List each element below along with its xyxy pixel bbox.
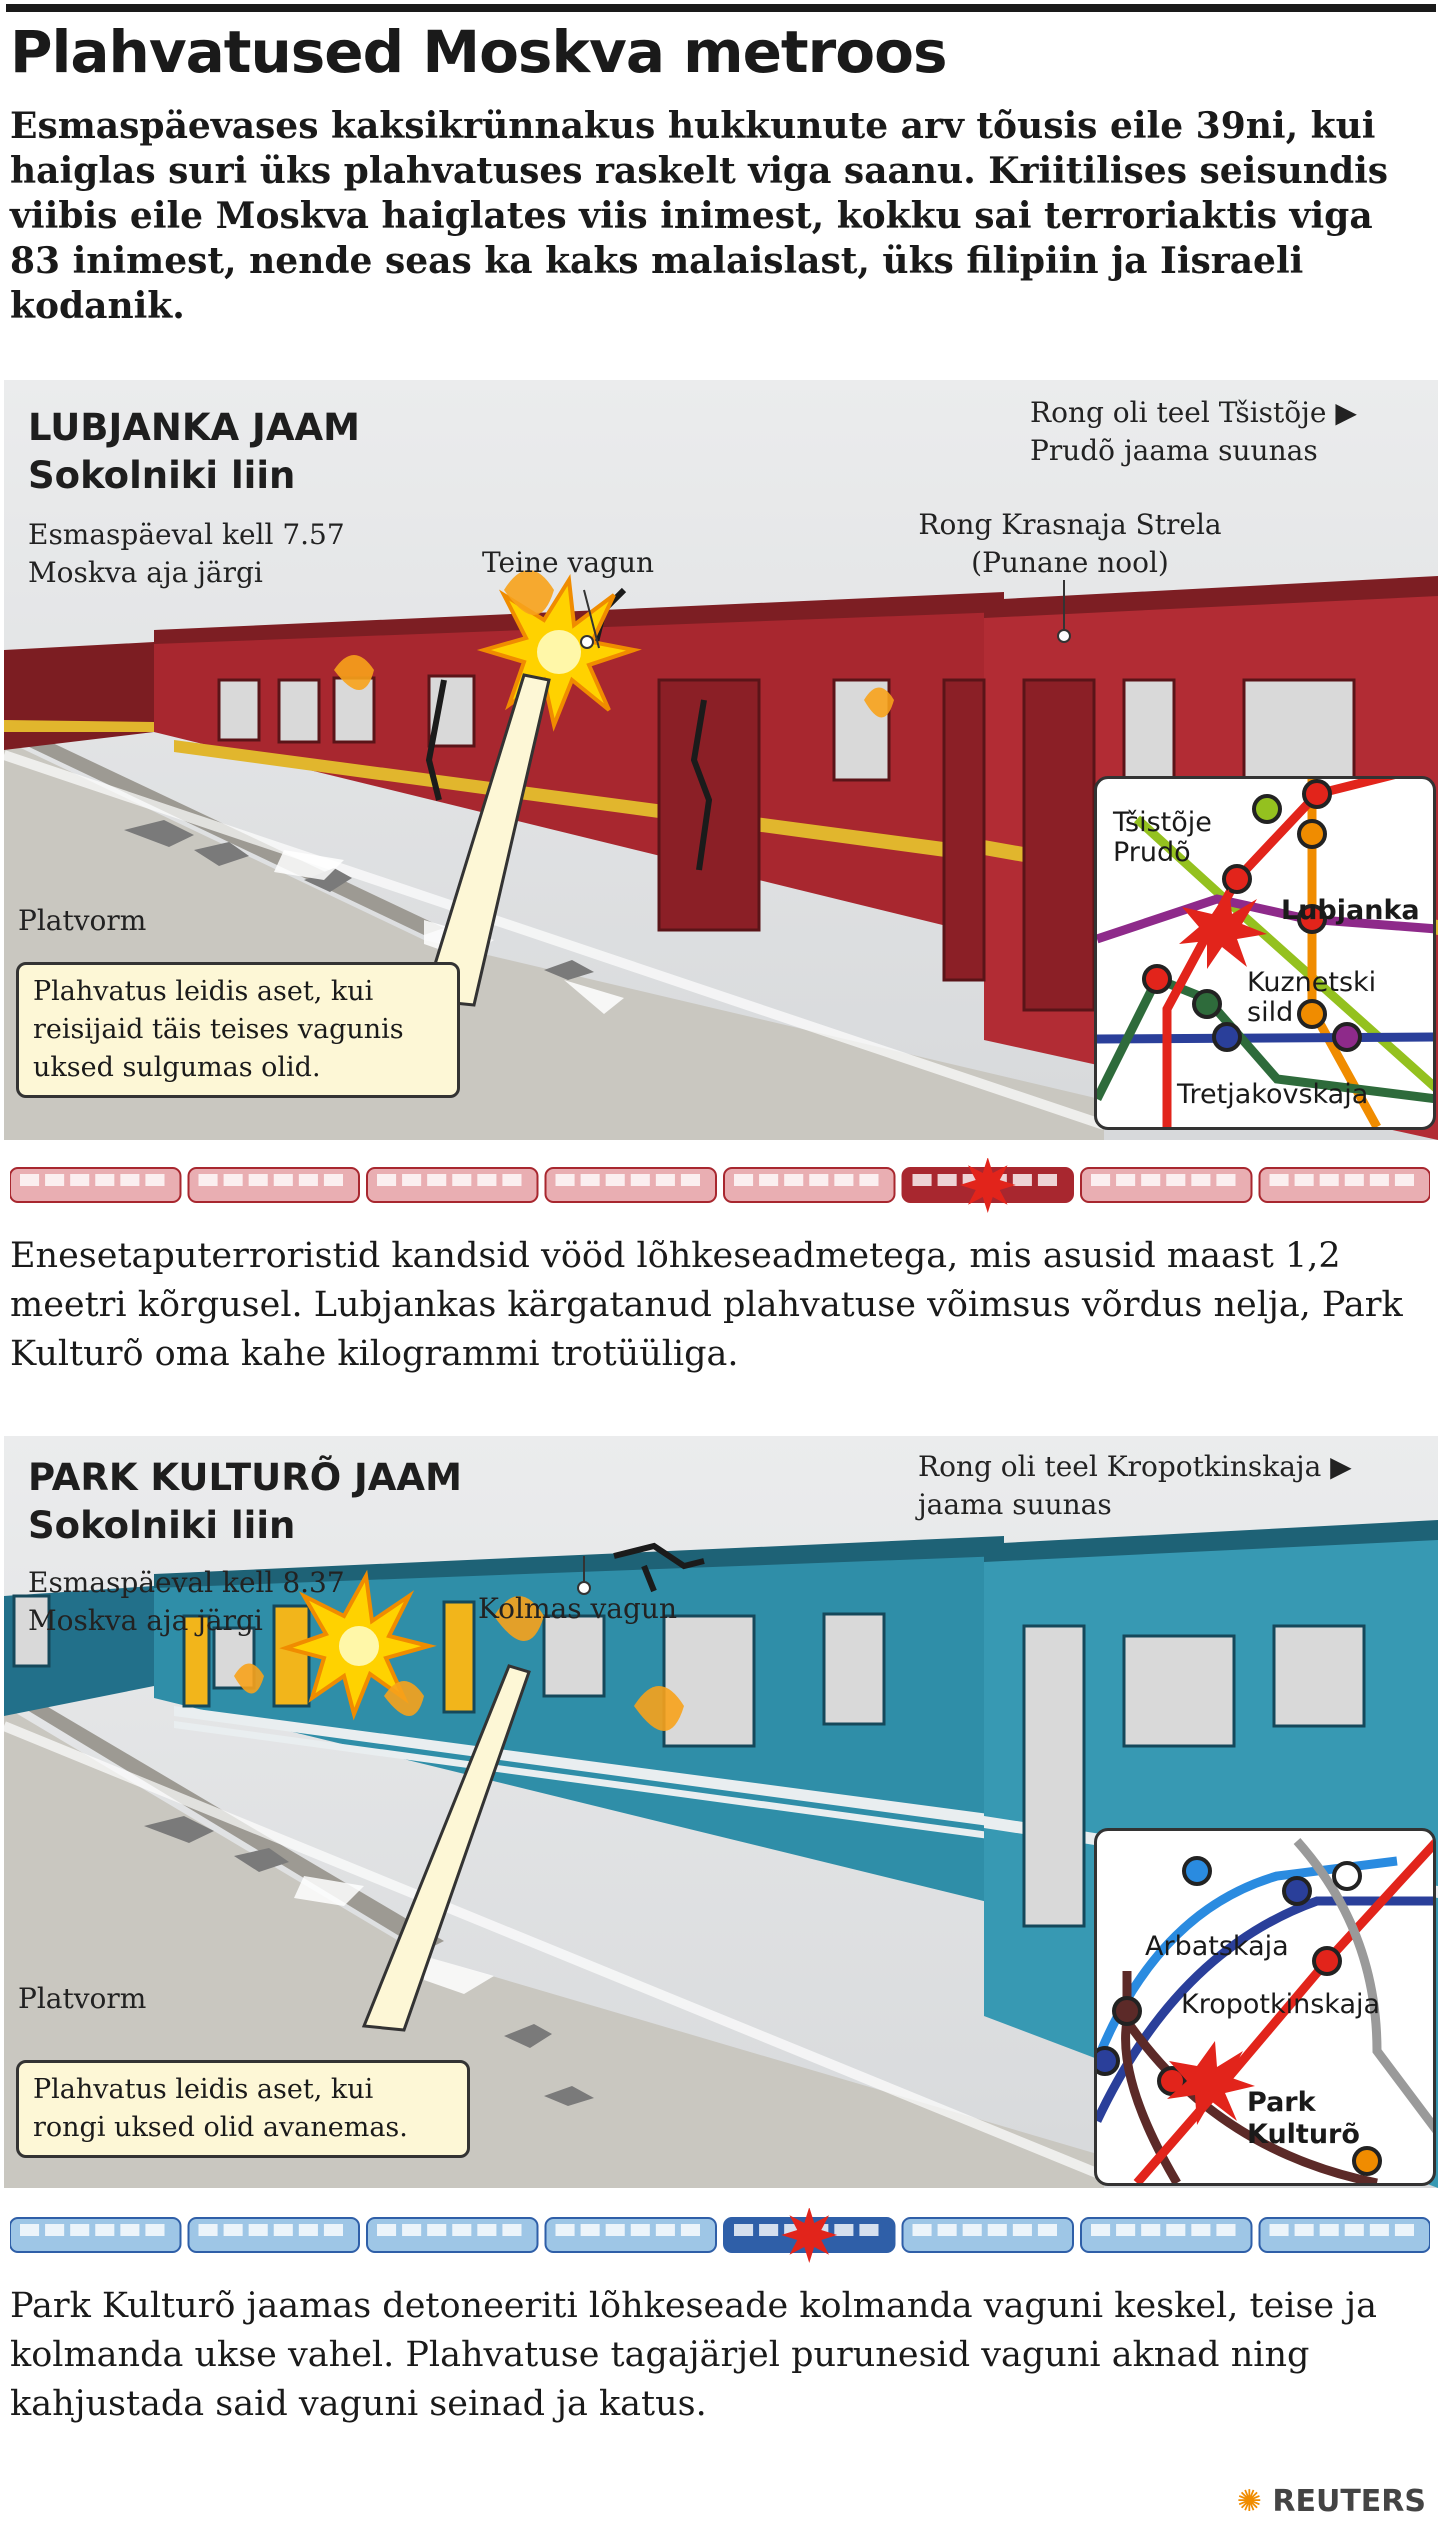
train-car-window bbox=[1191, 1174, 1210, 1186]
train-car-window bbox=[224, 1174, 243, 1186]
train-car-window bbox=[452, 2224, 471, 2236]
train-car-window bbox=[1216, 1174, 1235, 1186]
train-car-window bbox=[913, 1174, 932, 1186]
train-car-window bbox=[224, 2224, 243, 2236]
train-car-window bbox=[1013, 1174, 1032, 1186]
station1-line: Sokolniki liin bbox=[28, 454, 296, 497]
map2-label-1: Kropotkinskaja bbox=[1181, 1989, 1381, 2020]
reuters-logo-icon: ✺ bbox=[1236, 2484, 1262, 2519]
train-car-window bbox=[502, 1174, 521, 1186]
train-car-window bbox=[402, 2224, 421, 2236]
train-car-window bbox=[199, 2224, 218, 2236]
train-car-window bbox=[656, 2224, 675, 2236]
park-kulturo-illustration bbox=[4, 1436, 1438, 2188]
map1-label-2: Lubjanka bbox=[1281, 895, 1420, 926]
train-car-window bbox=[1091, 1174, 1110, 1186]
train-strip-2 bbox=[10, 2208, 1430, 2264]
map1-label-5: Tretjakovskaja bbox=[1177, 1079, 1369, 1110]
platform-label-2: Platvorm bbox=[18, 1982, 147, 2015]
train-car-window bbox=[324, 1174, 343, 1186]
paragraph-1: Enesetaputerroristid kandsid vööd lõhkeseadmetega, mis asusid maast 1,2 meetri kõrgusel. Lubjankas kärgatanud plahvatuse võimsus võrdus nelja, Park Kulturõ oma kahe kilogrammi trotüüliga. bbox=[10, 1236, 1403, 1374]
train-car-window bbox=[734, 2224, 753, 2236]
paragraph-2: Park Kulturõ jaamas detoneeriti lõhkeseade kolmanda vaguni keskel, teise ja kolmanda ukse vahel. Plahvatuse tagajärjel purunesid vaguni aknad ning kahjustada said vaguni seinad ja katus. bbox=[10, 2286, 1377, 2424]
train-car-window bbox=[759, 2224, 778, 2236]
train-car-window bbox=[249, 1174, 268, 1186]
train-car-window bbox=[274, 1174, 293, 1186]
train-car-window bbox=[402, 1174, 421, 1186]
station2-time-1: Esmaspäeval kell 8.37 bbox=[28, 1566, 345, 1599]
explosion-icon bbox=[781, 2208, 837, 2263]
station2-direction-1: Rong oli teel Kropotkinskaja ▶ bbox=[918, 1450, 1352, 1483]
train-car-window bbox=[120, 1174, 139, 1186]
map1-label-4: sild bbox=[1247, 997, 1294, 1028]
map2-label-3: Kulturõ bbox=[1247, 2119, 1360, 2150]
train-car-window bbox=[1116, 2224, 1135, 2236]
train-car-window bbox=[834, 2224, 853, 2236]
train-name-1: Rong Krasnaja Strela bbox=[918, 508, 1222, 541]
train-car-window bbox=[834, 1174, 853, 1186]
explosion-icon bbox=[960, 1158, 1016, 1213]
train-car-window bbox=[1141, 2224, 1160, 2236]
map1-label-1: Prudõ bbox=[1113, 837, 1191, 868]
page-title: Plahvatused Moskva metroos bbox=[10, 18, 947, 86]
train-car-window bbox=[581, 2224, 600, 2236]
train-car-window bbox=[1270, 2224, 1289, 2236]
train-car-window bbox=[45, 2224, 64, 2236]
train-car-window bbox=[1370, 2224, 1389, 2236]
train-car-window bbox=[581, 1174, 600, 1186]
callout-2: Plahvatus leidis aset, kui rongi uksed olid avanemas. bbox=[16, 2060, 470, 2158]
train-car-window bbox=[1295, 1174, 1314, 1186]
map1-label-3: Kuznetski bbox=[1247, 967, 1377, 998]
train-car-window bbox=[606, 2224, 625, 2236]
train-car-window bbox=[95, 1174, 114, 1186]
station2-time-2: Moskva aja järgi bbox=[28, 1604, 263, 1637]
train-car-window bbox=[20, 1174, 39, 1186]
train-car-window bbox=[913, 2224, 932, 2236]
train-car-window bbox=[1320, 2224, 1339, 2236]
direction-arrow-icon: ▶ bbox=[1330, 1450, 1352, 1483]
station1-name: LUBJANKA JAAM bbox=[28, 406, 360, 449]
train-car-window bbox=[95, 2224, 114, 2236]
train-car-window bbox=[377, 1174, 396, 1186]
train-car-window bbox=[145, 2224, 164, 2236]
station1-time-1: Esmaspäeval kell 7.57 bbox=[28, 518, 345, 551]
train-car-window bbox=[859, 2224, 878, 2236]
train-car-window bbox=[502, 2224, 521, 2236]
credit-text: REUTERS bbox=[1272, 2484, 1426, 2519]
train-car-window bbox=[70, 1174, 89, 1186]
train-car-window bbox=[120, 2224, 139, 2236]
train-car-window bbox=[988, 2224, 1007, 2236]
platform-label-1: Platvorm bbox=[18, 904, 147, 937]
train-car-window bbox=[1216, 2224, 1235, 2236]
train-car-window bbox=[938, 1174, 957, 1186]
train-car-window bbox=[1166, 1174, 1185, 1186]
train-car-window bbox=[299, 1174, 318, 1186]
train-car-window bbox=[681, 1174, 700, 1186]
lubjanka-illustration bbox=[4, 380, 1438, 1140]
train-car-window bbox=[1166, 2224, 1185, 2236]
train-car-window bbox=[938, 2224, 957, 2236]
train-car-window bbox=[45, 1174, 64, 1186]
train-car-window bbox=[427, 1174, 446, 1186]
train-car-window bbox=[734, 1174, 753, 1186]
map2-label-0: Arbatskaja bbox=[1145, 1931, 1289, 1962]
train-car-window bbox=[299, 2224, 318, 2236]
lubjanka-map bbox=[1094, 776, 1436, 1130]
train-car-window bbox=[809, 1174, 828, 1186]
train-name-2: (Punane nool) bbox=[971, 546, 1169, 579]
train-car-window bbox=[477, 1174, 496, 1186]
train-car-window bbox=[274, 2224, 293, 2236]
train-car-window bbox=[20, 2224, 39, 2236]
train-car-window bbox=[556, 1174, 575, 1186]
train-car-window bbox=[145, 1174, 164, 1186]
train-car-window bbox=[1141, 1174, 1160, 1186]
train-car-window bbox=[963, 2224, 982, 2236]
callout-1: Plahvatus leidis aset, kui reisijaid täis teises vagunis uksed sulgumas olid. bbox=[16, 962, 460, 1098]
train-car-window bbox=[681, 2224, 700, 2236]
train-car-window bbox=[759, 1174, 778, 1186]
car-label-1: Teine vagun bbox=[482, 546, 655, 579]
train-car-window bbox=[477, 2224, 496, 2236]
train-car-window bbox=[70, 2224, 89, 2236]
train-car-window bbox=[1013, 2224, 1032, 2236]
map1-label-0: Tšistõje bbox=[1113, 807, 1212, 838]
top-rule bbox=[6, 4, 1436, 12]
intro-paragraph: Esmaspäevases kaksikrünnakus hukkunute arv tõusis eile 39ni, kui haiglas suri üks plahvatuses raskelt viga saanu. Kriitilises seisundis viibis eile Moskva haiglates viis inimest, kokku sai terroriaktis viga 83 inimest, nende seas ka kaks malaislast, üks filipiin ja Iisraeli kodanik. bbox=[10, 105, 1389, 327]
train-car-window bbox=[1091, 2224, 1110, 2236]
train-car-window bbox=[1191, 2224, 1210, 2236]
train-car-window bbox=[377, 2224, 396, 2236]
train-car-window bbox=[606, 1174, 625, 1186]
train-car-window bbox=[1395, 2224, 1414, 2236]
station1-time-2: Moskva aja järgi bbox=[28, 556, 263, 589]
station2-line: Sokolniki liin bbox=[28, 1504, 296, 1547]
station2-direction-2: jaama suunas bbox=[918, 1488, 1112, 1521]
train-car-window bbox=[427, 2224, 446, 2236]
train-car-window bbox=[324, 2224, 343, 2236]
station1-direction-1: Rong oli teel Tšistõje ▶ bbox=[1030, 396, 1357, 429]
map2-label-2: Park bbox=[1247, 2087, 1316, 2118]
train-car-window bbox=[1395, 1174, 1414, 1186]
train-car-window bbox=[1270, 1174, 1289, 1186]
credit bbox=[1237, 2484, 1426, 2519]
train-car-window bbox=[656, 1174, 675, 1186]
train-car-window bbox=[1038, 1174, 1057, 1186]
car-label-2: Kolmas vagun bbox=[478, 1592, 677, 1625]
train-car-window bbox=[1038, 2224, 1057, 2236]
train-strip-1 bbox=[10, 1158, 1430, 1214]
train-car-window bbox=[1295, 2224, 1314, 2236]
direction-arrow-icon: ▶ bbox=[1335, 396, 1357, 429]
train-car-window bbox=[249, 2224, 268, 2236]
train-car-window bbox=[631, 2224, 650, 2236]
train-car-window bbox=[631, 1174, 650, 1186]
park-kulturo-map bbox=[1094, 1828, 1436, 2186]
train-car-window bbox=[1345, 1174, 1364, 1186]
train-car-window bbox=[784, 1174, 803, 1186]
train-car-window bbox=[1345, 2224, 1364, 2236]
train-car-window bbox=[859, 1174, 878, 1186]
train-car-window bbox=[1370, 1174, 1389, 1186]
station1-direction-2: Prudõ jaama suunas bbox=[1030, 434, 1318, 467]
station2-name: PARK KULTURÕ JAAM bbox=[28, 1456, 462, 1499]
train-car-window bbox=[199, 1174, 218, 1186]
train-car-window bbox=[1116, 1174, 1135, 1186]
train-car-window bbox=[1320, 1174, 1339, 1186]
train-car-window bbox=[452, 1174, 471, 1186]
train-car-window bbox=[556, 2224, 575, 2236]
